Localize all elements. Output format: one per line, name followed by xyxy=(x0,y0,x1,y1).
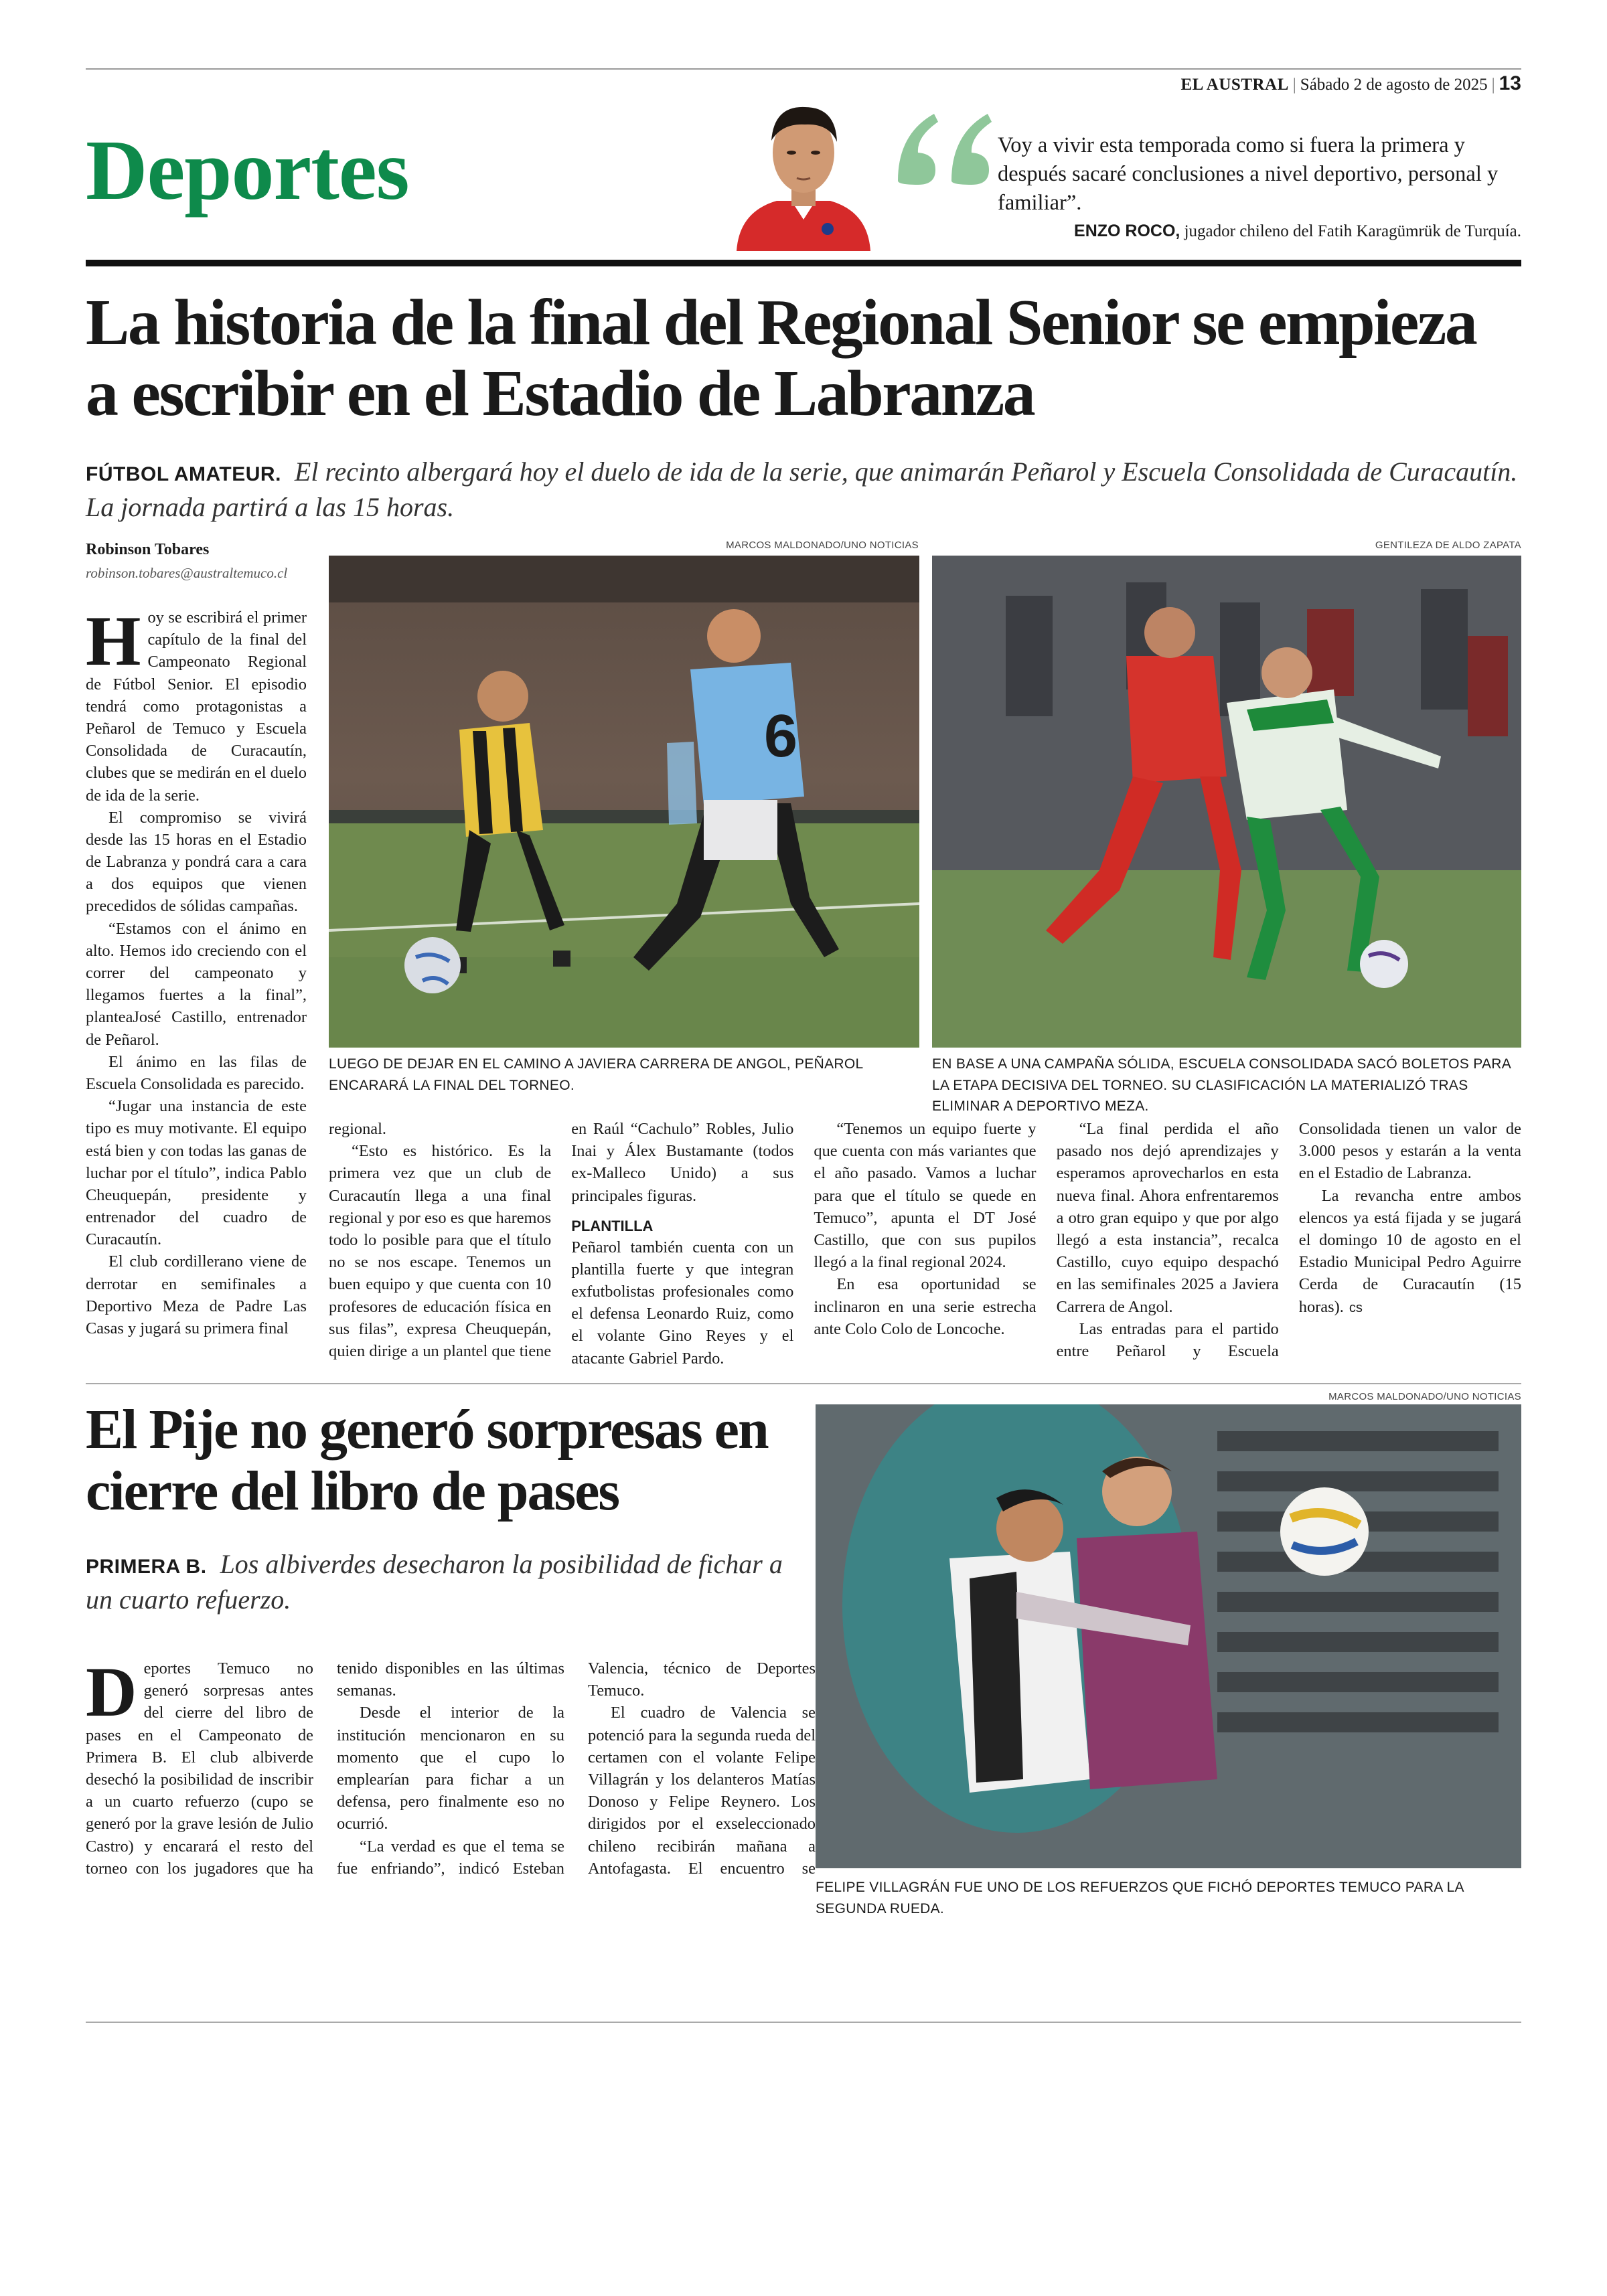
quote-author-photo xyxy=(730,86,877,251)
publication-name: EL AUSTRAL xyxy=(1180,76,1289,94)
story2-columns xyxy=(86,1653,816,1912)
body-paragraph: El ánimo en las filas de Escuela Consolidada es parecido. xyxy=(86,1052,307,1093)
escuela-consolidada-match-photo xyxy=(932,556,1521,1048)
story-divider xyxy=(86,1383,1521,1384)
story1-standfirst: El recinto albergará hoy el duelo de ida de la serie, que animarán Peñarol y Escuela Consolidada de Curacautín. La jornada partirá a las 15 horas. xyxy=(86,457,1518,523)
story1-lead-text: oy se escribirá el primer capítulo de la final del Campeonato Regional de Fútbol Senior. El episodio tendrá como protagonistas a Peñarol de Temuco y Escuela Consolidada de Curacautín, clubes que se medirán en el duelo de ida de la serie. xyxy=(86,608,307,805)
body-paragraph: Las entradas para el partido entre Peñarol y Escuela Consolidada tienen un valor de 3.000 pesos y estarán a la venta en el Estadio de Labranza. xyxy=(1056,1120,1521,1360)
folio-separator: | xyxy=(1491,76,1495,94)
body-paragraph: Desde el interior de la institución mencionaron en su momento que el cupo lo emplearían para fichar a un defensa, pero finalmente eso no ocurrió. xyxy=(337,1704,564,1833)
photo3-image xyxy=(816,1404,1521,1868)
story1-kicker: FÚTBOL AMATEUR. xyxy=(86,463,281,485)
bottom-rule xyxy=(86,2022,1521,2023)
photo2-image xyxy=(932,556,1521,1048)
end-mark-icon: cs xyxy=(1349,1300,1363,1315)
page-number: 13 xyxy=(1499,72,1521,94)
story2-kicker: PRIMERA B. xyxy=(86,1556,207,1578)
photo1-image xyxy=(329,556,919,1048)
story1-continuation-columns xyxy=(329,1118,1521,1372)
folio-separator: | xyxy=(1292,76,1296,94)
story1-lead-column xyxy=(86,602,307,1339)
quote-author: ENZO ROCO, xyxy=(1074,222,1180,240)
quote-open-icon xyxy=(887,87,1001,201)
byline: Robinson Tobares xyxy=(86,541,210,558)
player-portrait xyxy=(730,86,877,251)
story1-final-text: La revancha entre ambos elencos ya está fijada y se jugará el domingo 10 de agosto en el Estadio Municipal Pedro Aguirre Cerda de Curacautín (15 horas). xyxy=(1298,1186,1521,1316)
story2-deck xyxy=(86,1546,816,1617)
body-paragraph: “La verdad es que el tema se fue enfriando”, indicó Esteban Valencia, técnico de Deportes Temuco. xyxy=(337,1659,816,1878)
photo3-credit: MARCOS MALDONADO/UNO NOTICIAS xyxy=(1328,1391,1521,1402)
story2-lead-text: eportes Temuco no generó sorpresas antes del cierre del libro de pases en el Campeonato de Primera B. El club albiverde desechó la posibilidad de inscribir a un cuarto refuerzo (cupo se generó por la grave lesión de Julio Castro) y encarará el resto del torneo con los jugadores que ha tenido disponibles en las últimas semanas. xyxy=(86,1659,564,1878)
photo3-caption: FELIPE VILLAGRÁN FUE UNO DE LOS REFUERZOS QUE FICHÓ DEPORTES TEMUCO PARA LA SEGUNDA RUEDA. xyxy=(816,1880,1464,1916)
header-divider xyxy=(86,260,1521,266)
top-rule xyxy=(86,68,1521,70)
body-paragraph: El compromiso se vivirá desde las 15 horas en el Estadio de Labranza y pondrá cara a cara a dos equipos que vienen precedidos de sólidas campañas. xyxy=(86,808,307,916)
story1-subhead: PLANTILLA xyxy=(571,1217,654,1234)
pull-quote-text: Voy a vivir esta temporada como si fuera la primera y después sacaré conclusiones a nivel deportivo, personal y familiar”. xyxy=(998,133,1499,216)
body-paragraph xyxy=(1299,1185,1521,1318)
story2-dropcap: D xyxy=(86,1653,137,1731)
svg-text:6: 6 xyxy=(764,703,798,770)
story1-headline: La historia de la final del Regional Senior se empieza a escribir en el Estadio de Labranza xyxy=(86,286,1476,430)
body-paragraph: “Jugar una instancia de este tipo es muy motivante. El equipo está bien y con todas las ganas de luchar por el título”, indica Pablo Cheuquepán, presidente y entrenador del cuadro de Curacautín. xyxy=(86,1097,307,1249)
story1-lead-paragraph xyxy=(86,602,307,807)
author-email[interactable]: robinson.tobares@australtemuco.cl xyxy=(86,565,288,581)
body-paragraph: “Esto es histórico. Es la primera vez que un club de Curacautín llega a una final regional y por eso es que haremos todo lo posible para que el título no se nos escape. Tenemos un buen equipo y que cuenta con 10 profesores de educación física en sus filas”, expresa Cheuquepán, quien dirige a un plantel que tiene en Raúl “Cachulo” Robles, Julio Inai y Álex Bustamante (todos ex-Malleco Unido) a sus principales figuras. xyxy=(329,1120,794,1360)
photo1-credit: MARCOS MALDONADO/UNO NOTICIAS xyxy=(726,540,919,551)
issue-date: Sábado 2 de agosto de 2025 xyxy=(1300,76,1488,94)
body-paragraph: En esa oportunidad se inclinaron en una serie estrecha ante Colo Colo de Loncoche. xyxy=(814,1275,1037,1338)
story1-dropcap: H xyxy=(86,602,141,680)
story1-deck xyxy=(86,454,1521,525)
body-paragraph: El club cordillerano viene de derrotar en semifinales a Deportivo Meza de Padre Las Casas y jugará su primera final xyxy=(86,1252,307,1337)
quote-author-role: jugador chileno del Fatih Karagümrük de Turquía. xyxy=(1184,222,1521,240)
story2-final-text: El cuadro de Valencia se potenció para la segunda rueda del certamen con el volante Felipe Villagrán y los delanteros Matías Donoso y Felipe Reynero. Los dirigidos por el exseleccionado chileno recibirán mañana a Antofagasta. El encuentro se xyxy=(588,1704,816,1878)
villagran-match-photo xyxy=(816,1404,1521,1868)
photo2-credit: GENTILEZA DE ALDO ZAPATA xyxy=(1375,540,1521,551)
story2-headline: El Pije no generó sorpresas en cierre del libro de pases xyxy=(86,1398,768,1523)
photo1-caption: LUEGO DE DEJAR EN EL CAMINO A JAVIERA CARRERA DE ANGOL, PEÑAROL ENCARARÁ LA FINAL DEL TORNEO. xyxy=(329,1056,863,1093)
body-paragraph: “Tenemos un equipo fuerte y que cuenta con más variantes que el año pasado. Vamos a luchar para que el título se quede en Temuco”, apunta el DT José Castillo, que con sus pupilos llegó a la final regional 2024. xyxy=(814,1120,1037,1272)
photo2-caption: EN BASE A UNA CAMPAÑA SÓLIDA, ESCUELA CONSOLIDADA SACÓ BOLETOS PARA LA ETAPA DECISIVA DEL TORNEO. SU CLASIFICACIÓN LA MATERIALIZÓ TRAS ELIMINAR A DEPORTIVO MEZA. xyxy=(932,1056,1511,1114)
penarol-match-photo xyxy=(329,556,919,1048)
section-title: Deportes xyxy=(86,122,409,218)
body-paragraph: “La final perdida el año pasado nos dejó aprendizajes y esperamos aprovecharlos en esta nueva final. Ahora enfrentaremos a otro gran equipo y que por algo llegó a esta instancia”, recalca Castillo, cuyo equipo despachó en las semifinales 2025 a Javiera Carrera de Angol. xyxy=(1056,1120,1279,1316)
body-paragraph: “Estamos con el ánimo en alto. Hemos ido creciendo con el correr del campeonato y llegamos fuertes a la final”, planteaJosé Castillo, entrenador de Peñarol. xyxy=(86,919,307,1049)
body-paragraph: regional. xyxy=(329,1120,387,1138)
body-paragraph: Peñarol también cuenta con un plantilla fuerte y que integran exfutbolistas profesionales como el defensa Leonardo Ruiz, como el volante Gino Reyes y el atacante Gabriel Pardo. xyxy=(571,1238,794,1368)
story2-standfirst: Los albiverdes desecharon la posibilidad de fichar a un cuarto refuerzo. xyxy=(86,1549,783,1615)
folio-line xyxy=(1180,72,1521,95)
pull-quote-attribution xyxy=(924,222,1521,241)
